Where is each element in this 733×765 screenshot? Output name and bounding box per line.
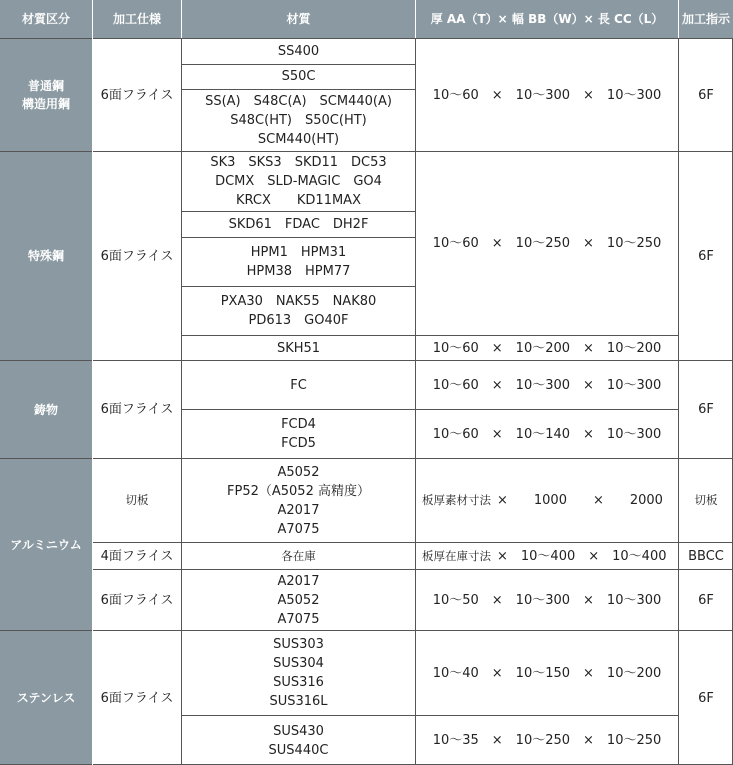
category-stainless-label: ステンレス: [16, 691, 76, 705]
material-text: A5052: [277, 592, 320, 608]
dimension-cell: [416, 459, 678, 542]
material-text: 各在庫: [281, 548, 316, 563]
instruction-cell: 6F: [698, 402, 714, 417]
category-special-steel-label: 特殊鋼: [27, 249, 64, 263]
process-cell: 6面フライス: [100, 248, 174, 264]
table-border: [0, 151, 733, 152]
material-text: HPM38 HPM77: [246, 264, 351, 279]
instruction-cell: 切板: [694, 493, 718, 507]
material-text: SS(A) S48C(A) SCM440(A): [205, 94, 392, 109]
material-cell: [182, 361, 415, 409]
dimension-cell: 10～50 × 10～300 × 10～300: [432, 592, 662, 608]
dimension-cell: 10～35 × 10～250 × 10～250: [432, 733, 662, 748]
instruction-cell: 6F: [698, 690, 714, 706]
material-text: FP52（A5052 高精度）: [227, 483, 370, 499]
table-border: [182, 715, 678, 716]
material-cell: [182, 543, 415, 569]
process-cell: 6面フライス: [100, 402, 174, 417]
dimension-cell: 10～60 × 10～300 × 10～300: [432, 87, 662, 103]
category-aluminum-label: アルミニウム: [10, 537, 82, 552]
table-border: [92, 0, 93, 765]
table-border: [93, 542, 733, 543]
material-cell: [182, 716, 415, 765]
material-cell: [182, 410, 415, 458]
material-text: SCM440(HT): [257, 132, 340, 147]
table-border: [182, 237, 415, 238]
header-divider: [678, 0, 679, 38]
category-aluminum: [0, 459, 92, 630]
material-text: SKH51: [276, 340, 321, 356]
material-cell: [182, 64, 415, 89]
material-text: FCD5: [281, 436, 316, 451]
material-cell: [182, 336, 415, 360]
instruction-cell: BBCC: [688, 548, 724, 564]
dimension-cell: 10～60 × 10～140 × 10～300: [432, 426, 662, 442]
material-cell: [182, 212, 415, 237]
table-border: [182, 335, 678, 336]
dimension-label: 板厚在庫寸法: [422, 548, 491, 563]
material-cell: [182, 631, 415, 715]
table-border: [182, 89, 415, 90]
material-text: SKD61 FDAC DH2F: [228, 217, 369, 232]
table-border: [182, 64, 415, 65]
instruction-cell: 6F: [698, 592, 714, 608]
material-text: PD613 GO40F: [248, 313, 349, 328]
category-special-steel: [0, 152, 92, 360]
material-cell: [182, 39, 415, 64]
dimension-label: 板厚素材寸法: [422, 493, 491, 507]
dimension-text: × 10～400 × 10～400: [497, 548, 667, 564]
instruction-cell: 6F: [698, 87, 714, 103]
process-cell: 4面フライス: [100, 548, 174, 564]
material-cell: [182, 287, 415, 335]
category-cast-iron-label: 鋳物: [33, 402, 58, 417]
material-text: PXA30 NAK55 NAK80: [220, 294, 377, 309]
category-carbon-steel-line2: 構造用鋼: [21, 97, 70, 111]
material-text: SUS316: [273, 675, 324, 690]
table-border: [0, 360, 733, 361]
process-cell: 6面フライス: [100, 690, 174, 706]
table-border: [181, 38, 182, 765]
process-cell: 切板: [125, 493, 149, 507]
table-border: [182, 211, 415, 212]
table-border: [0, 458, 733, 459]
header-divider: [181, 0, 182, 38]
material-text: A2017: [277, 573, 320, 589]
process-cell: 6面フライス: [100, 87, 174, 103]
material-text: KRCX KD11MAX: [236, 193, 361, 208]
table-border: [0, 38, 733, 39]
material-text: DCMX SLD-MAGIC GO4: [215, 174, 382, 189]
header-instruction: 加工指示: [679, 0, 733, 38]
dimension-cell: 10～60 × 10～300 × 10～300: [432, 377, 662, 393]
material-cell: [182, 570, 415, 630]
table-border: [182, 409, 678, 410]
header-category: 材質区分: [0, 0, 92, 38]
material-text: A2017: [277, 502, 320, 518]
table-border: [415, 38, 416, 765]
table-border: [678, 38, 679, 765]
material-cell: [182, 459, 415, 542]
material-text: FC: [290, 377, 307, 393]
material-text: SS400: [277, 44, 320, 59]
table-border: [182, 286, 415, 287]
material-text: S50C: [281, 69, 316, 84]
header-process: 加工仕様: [93, 0, 181, 38]
material-text: FCD4: [281, 417, 316, 432]
dimension-cell: 10～60 × 10～200 × 10～200: [432, 340, 662, 356]
header-divider: [415, 0, 416, 38]
instruction-cell: 6F: [698, 248, 714, 264]
material-text: SUS440C: [268, 742, 329, 758]
material-text: A7075: [277, 611, 320, 627]
process-cell: 6面フライス: [100, 592, 174, 608]
category-carbon-steel: [0, 39, 92, 151]
header-dimensions: 厚 AA（T）× 幅 BB（W）× 長 CC（L）: [416, 0, 678, 38]
header-material: 材質: [182, 0, 415, 38]
material-text: S48C(HT) S50C(HT): [230, 113, 367, 128]
table-border: [0, 630, 733, 631]
material-text: SK3 SKS3 SKD11 DC53: [210, 155, 387, 170]
material-cell: [182, 152, 415, 211]
material-text: A7075: [277, 521, 320, 537]
dimension-cell: 10～40 × 10～150 × 10～200: [432, 665, 662, 681]
material-text: SUS316L: [269, 694, 328, 709]
category-cast-iron: [0, 361, 92, 458]
material-cell: [182, 238, 415, 286]
material-text: SUS430: [273, 723, 324, 739]
material-cell: [182, 90, 415, 151]
dimension-cell: [416, 543, 678, 569]
category-stainless: [0, 631, 92, 765]
material-text: A5052: [277, 464, 320, 480]
material-text: SUS304: [273, 656, 324, 671]
category-carbon-steel-line1: 普通鋼: [27, 79, 64, 93]
table-border: [93, 569, 733, 570]
dimension-text: × 1000 × 2000: [497, 493, 663, 508]
material-text: SUS303: [273, 637, 324, 652]
dimension-cell: 10～60 × 10～250 × 10～250: [432, 236, 662, 251]
material-text: HPM1 HPM31: [250, 245, 347, 260]
